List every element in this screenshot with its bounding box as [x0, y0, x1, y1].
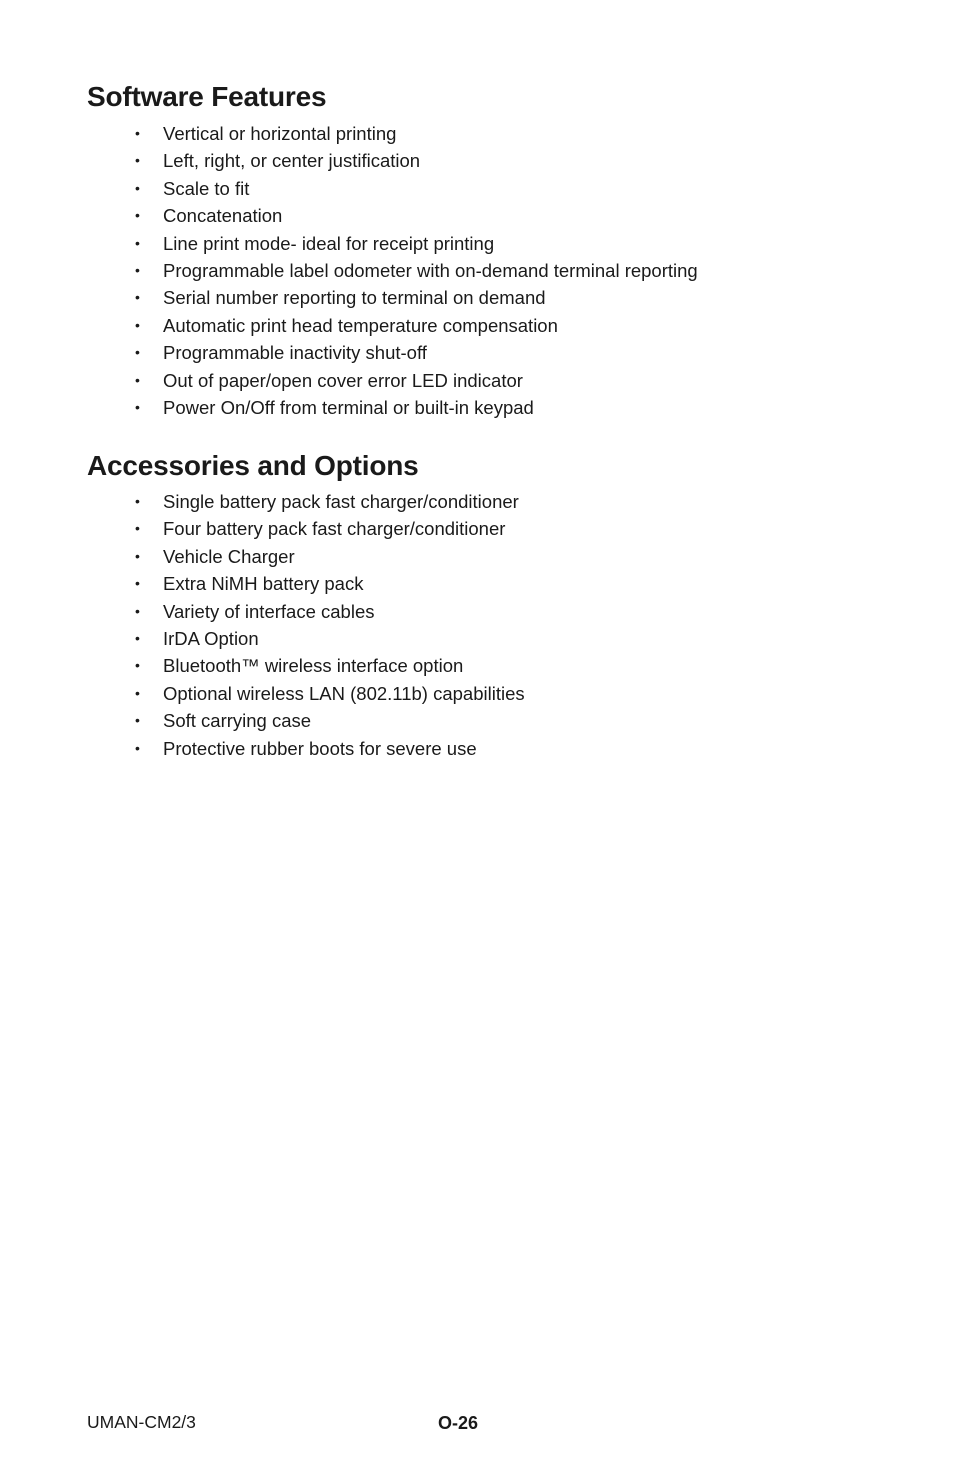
bullet-icon: •: [135, 629, 140, 646]
bullet-icon: •: [135, 547, 140, 564]
bullet-icon: •: [135, 344, 140, 361]
list-item-text: IrDA Option: [163, 627, 259, 649]
list-item-text: Line print mode- ideal for receipt printing: [163, 232, 495, 254]
list-item-text: Programmable inactivity shut-off: [163, 342, 427, 364]
bullet-icon: •: [135, 234, 140, 251]
bullet-icon: •: [135, 520, 140, 537]
list-item-text: Left, right, or center justification: [163, 150, 421, 172]
bullet-icon: •: [135, 575, 140, 592]
list-item-text: Bluetooth™ wireless interface option: [163, 655, 464, 677]
bullet-icon: •: [135, 207, 140, 224]
list-item-text: Vehicle Charger: [163, 545, 295, 567]
list-item-text: Automatic print head temperature compensation: [163, 314, 558, 336]
bullet-icon: •: [135, 179, 140, 196]
list-item-text: Scale to fit: [163, 177, 250, 199]
bullet-icon: •: [135, 398, 140, 415]
list-item-text: Extra NiMH battery pack: [163, 573, 364, 595]
list-item-text: Variety of interface cables: [163, 600, 375, 622]
list-item-text: Protective rubber boots for severe use: [163, 737, 477, 759]
accessories-options-heading: Accessories and Options: [87, 450, 419, 481]
page-number: O-26: [438, 1413, 479, 1433]
list-item-text: Vertical or horizontal printing: [163, 123, 397, 144]
list-item-text: Programmable label odometer with on-demand terminal reporting: [163, 259, 698, 281]
list-item-text: Optional wireless LAN (802.11b) capabilities: [163, 682, 525, 704]
document-id: UMAN-CM2/3: [87, 1412, 196, 1432]
bullet-icon: •: [135, 316, 140, 333]
list-item-text: Soft carrying case: [163, 710, 312, 732]
bullet-icon: •: [135, 289, 140, 306]
bullet-icon: •: [135, 684, 140, 701]
list-item-text: Single battery pack fast charger/conditioner: [163, 491, 519, 512]
bullet-icon: •: [135, 371, 140, 388]
list-item-text: Concatenation: [163, 205, 283, 227]
bullet-icon: •: [135, 739, 140, 756]
software-features-heading: Software Features: [87, 81, 327, 112]
bullet-icon: •: [135, 152, 140, 169]
bullet-icon: •: [135, 493, 140, 509]
bullet-icon: •: [135, 712, 140, 729]
list-item-text: Power On/Off from terminal or built-in keypad: [163, 396, 534, 418]
list-item-text: Serial number reporting to terminal on demand: [163, 287, 546, 309]
list-item-text: Four battery pack fast charger/conditioner: [163, 518, 506, 540]
bullet-icon: •: [135, 602, 140, 619]
bullet-icon: •: [135, 657, 140, 674]
bullet-icon: •: [135, 261, 140, 278]
bullet-icon: •: [135, 125, 140, 141]
list-item-text: Out of paper/open cover error LED indicator: [163, 369, 523, 391]
